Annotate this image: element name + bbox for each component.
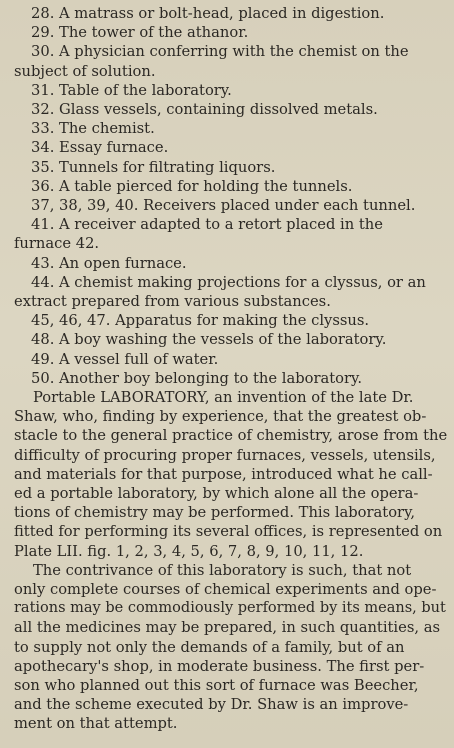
text-line: 35. Tunnels for filtrating liquors.: [31, 158, 276, 176]
text-line: and materials for that purpose, introduced what he call-: [14, 465, 433, 483]
text-line: all the medicines may be prepared, in such quantities, as: [14, 619, 440, 637]
text-line: apothecary's shop, in moderate business. The first per-: [14, 657, 425, 675]
text-line: 29. The tower of the athanor.: [31, 24, 249, 42]
text-line: Shaw, who, finding by experience, that the greatest ob-: [14, 408, 427, 426]
text-line: 49. A vessel full of water.: [31, 350, 219, 368]
text-line: 36. A table pierced for holding the tunnels.: [31, 177, 353, 195]
text-line: 32. Glass vessels, containing dissolved metals.: [31, 101, 378, 118]
text-line: only complete courses of chemical experiments and ope-: [14, 581, 437, 598]
text-line: son who planned out this sort of furnace was Beecher,: [14, 677, 419, 694]
text-line: fitted for performing its several offices, is represented on: [14, 523, 443, 541]
text-line: 45, 46, 47. Apparatus for making the clyssus.: [31, 312, 370, 330]
text-line: 43. An open furnace.: [31, 254, 187, 272]
text-line: difficulty of procuring proper furnaces, vessels, utensils,: [14, 446, 436, 464]
text-line: 31. Table of the laboratory.: [31, 81, 232, 99]
text-line: and the scheme executed by Dr. Shaw is an improve-: [14, 696, 409, 714]
text-line: 37, 38, 39, 40. Receivers placed under each tunnel.: [31, 197, 416, 214]
text-line: tions of chemistry may be performed. This laboratory,: [14, 504, 416, 522]
text-line: rations may be commodiously performed by its means, but: [14, 600, 446, 617]
text-line: furnace 42.: [14, 235, 100, 253]
text-line: ment on that attempt.: [14, 715, 178, 733]
text-line: Plate LII. fig. 1, 2, 3, 4, 5, 6, 7, 8, 9, 10, 11, 12.: [14, 542, 364, 560]
text-line: The contrivance of this laboratory is such, that not: [33, 561, 412, 579]
text-line: 30. A physician conferring with the chemist on the: [31, 43, 409, 61]
text-line: Portable LABORATORY, an invention of the late Dr.: [33, 389, 414, 406]
text-line: to supply not only the demands of a family, but of an: [14, 638, 405, 656]
text-line: 50. Another boy belonging to the laboratory.: [31, 369, 363, 387]
text-line: stacle to the general practice of chemistry, arose from the: [14, 427, 448, 445]
text-line: 33. The chemist.: [31, 120, 155, 138]
text-line: 34. Essay furnace.: [31, 139, 169, 157]
text-line: 28. A matrass or bolt-head, placed in digestion.: [31, 5, 385, 22]
text-line: 44. A chemist making projections for a clyssus, or an: [31, 273, 426, 291]
text-line: 48. A boy washing the vessels of the laboratory.: [31, 331, 387, 349]
text-line: extract prepared from various substances.: [14, 293, 331, 310]
text-line: 41. A receiver adapted to a retort placed in the: [31, 216, 383, 234]
text-line: ed a portable laboratory, by which alone all the opera-: [14, 485, 419, 502]
text-line: subject of solution.: [14, 62, 156, 80]
